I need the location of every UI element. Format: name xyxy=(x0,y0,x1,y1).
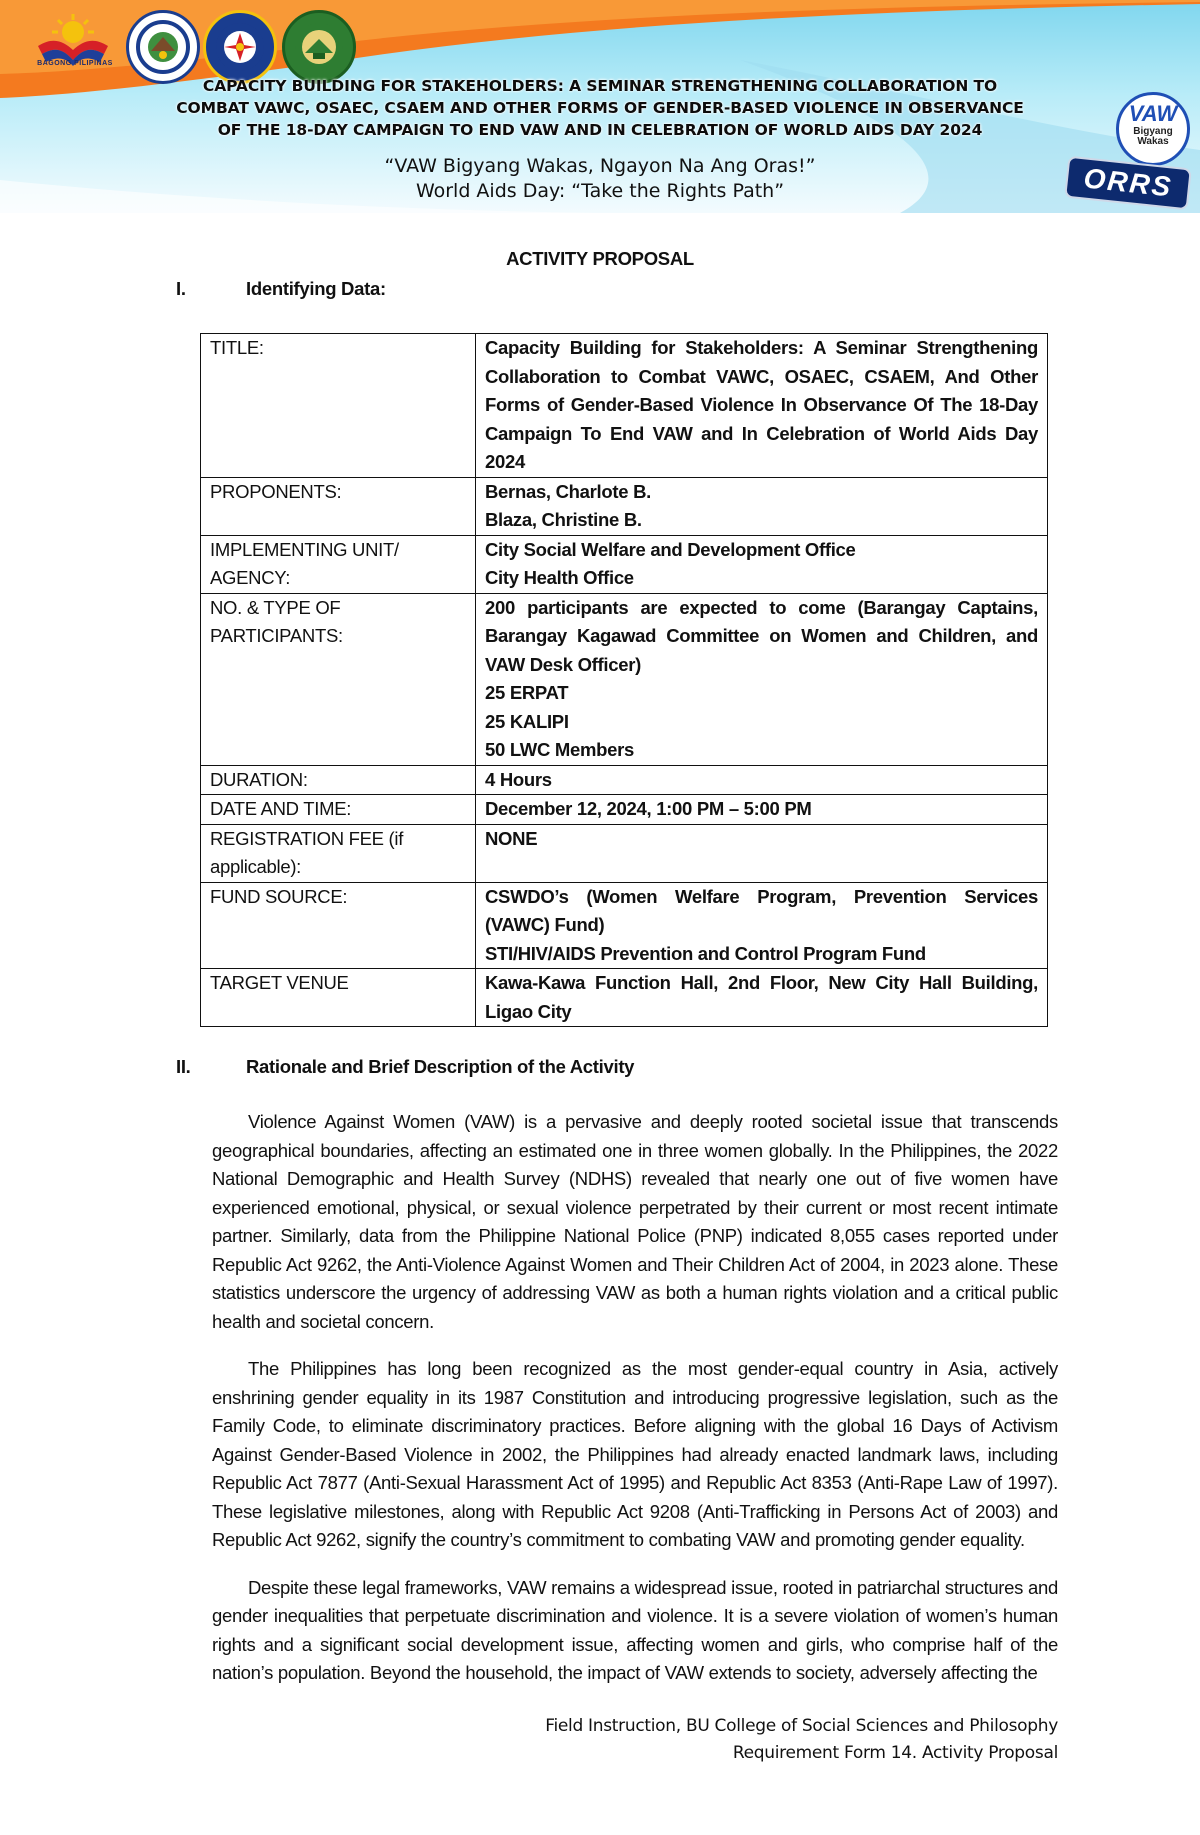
table-row xyxy=(201,824,1048,882)
table-row xyxy=(201,795,1048,825)
table-row xyxy=(201,477,1048,535)
value-line: 25 KALIPI xyxy=(485,710,569,732)
value-line: 4 Hours xyxy=(485,768,552,790)
headline-line: CAPACITY BUILDING FOR STAKEHOLDERS: A SEMINAR STRENGTHENING COLLABORATION TO xyxy=(202,77,998,95)
city-seal-logo xyxy=(126,10,200,84)
row-label: FUND SOURCE: xyxy=(201,882,476,969)
identifying-data-table xyxy=(200,333,1048,1027)
section-title: Rationale and Brief Description of the Activity xyxy=(246,1056,635,1077)
table-row xyxy=(201,593,1048,765)
section-number: I. xyxy=(176,278,186,299)
row-value xyxy=(476,824,1048,882)
value-line: Blaza, Christine B. xyxy=(485,509,642,530)
row-value xyxy=(476,593,1048,765)
row-value xyxy=(476,795,1048,825)
campaign-slogan: “VAW Bigyang Wakas, Ngayon Na Ang Oras!” xyxy=(384,155,816,177)
footer-line: Field Instruction, BU College of Social Sciences and Philosophy xyxy=(545,1716,1058,1736)
row-label: DATE AND TIME: xyxy=(201,795,476,825)
table-row xyxy=(201,535,1048,593)
table-row xyxy=(201,882,1048,969)
paragraph: Despite these legal frameworks, VAW remains a widespread issue, rooted in patriarchal structures and gender inequalities that perpetuate discrimination and violence. It is a severe violation of women’s human rights and a significant social development issue, affecting women and girls, who comprise half of the nation’s population. Beyond the household, the impact of VAW extends to society, adversely affecting the xyxy=(212,1576,1058,1683)
row-value xyxy=(476,765,1048,795)
paragraph: Violence Against Women (VAW) is a pervasive and deeply rooted societal issue that transcends geographical boundaries, affecting an estimated one in three women globally. In the Philippines, the 2022 National Demographic and Health Survey (NDHS) revealed that nearly one out of five women have experienced emotional, physical, or sexual violence perpetrated by their current or most recent intimate partner. Similarly, data from the Philippine National Police (PNP) indicated 8,055 cases reported under Republic Act 9262, the Anti-Violence Against Women and Their Children Act of 2004, in 2023 alone. These statistics underscore the urgency of addressing VAW as both a human rights violation and a critical public health and societal concern. xyxy=(212,1111,1058,1332)
row-value xyxy=(476,334,1048,478)
row-label: TARGET VENUE xyxy=(201,969,476,1027)
paragraph: The Philippines has long been recognized as the most gender-equal country in Asia, actively enshrining gender equality in its 1987 Constitution and introducing progressive legislation, such as the Family Code, to eliminate discriminatory practices. Before aligning with the global 16 Days of Activism Against Gender-Based Violence in 2002, the Philippines had already enacted landmark laws, including Republic Act 7877 (Anti-Sexual Harassment Act of 1995) and Republic Act 8353 (Anti-Rape Law of 1997). These legislative milestones, along with Republic Act 9208 (Anti-Trafficking in Persons Act of 2003) and Republic Act 9262, signify the country’s commitment to combating VAW and promoting gender equality. xyxy=(212,1358,1058,1550)
page-title: ACTIVITY PROPOSAL xyxy=(506,248,694,269)
section-number: II. xyxy=(176,1056,191,1077)
footer-line: Requirement Form 14. Activity Proposal xyxy=(732,1743,1058,1763)
value-line: Bernas, Charlote B. xyxy=(485,480,651,502)
table-row xyxy=(201,334,1048,478)
vaw-badge-subtitle: Bigyang Wakas xyxy=(1133,126,1173,147)
value-line: CSWDO’s (Women Welfare Program, Prevention Services (VAWC) Fund) xyxy=(485,885,1038,935)
vaw-badge-title: VAW xyxy=(1128,101,1178,126)
row-label: IMPLEMENTING UNIT/ AGENCY: xyxy=(201,535,476,593)
bagong-pilipinas-label: BAGONG PILIPINAS xyxy=(37,60,113,67)
headline-line: COMBAT VAWC, OSAEC, CSAEM AND OTHER FORMS OF GENDER-BASED VIOLENCE IN OBSERVANCE xyxy=(176,99,1024,117)
row-value xyxy=(476,969,1048,1027)
value-line: NONE xyxy=(485,827,538,849)
row-value xyxy=(476,535,1048,593)
value-line: 50 LWC Members xyxy=(485,739,634,760)
table-row xyxy=(201,765,1048,795)
value-line: City Social Welfare and Development Office xyxy=(485,538,856,560)
value-line: City Health Office xyxy=(485,567,634,588)
banner-headline xyxy=(60,75,1140,141)
world-aids-day-slogan: World Aids Day: “Take the Rights Path” xyxy=(415,180,785,202)
section-title: Identifying Data: xyxy=(246,278,386,299)
value-line: 25 ERPAT xyxy=(485,682,569,703)
table-row xyxy=(201,969,1048,1027)
headline-line: OF THE 18-DAY CAMPAIGN TO END VAW AND IN CELEBRATION OF WORLD AIDS DAY 2024 xyxy=(217,121,983,139)
value-line: STI/HIV/AIDS Prevention and Control Program Fund xyxy=(485,942,926,964)
vaw-circle xyxy=(1116,92,1190,166)
orrs-badge: ORRS xyxy=(1064,156,1192,211)
row-label: NO. & TYPE OF PARTICIPANTS: xyxy=(201,593,476,765)
row-value xyxy=(476,882,1048,969)
value-line: December 12, 2024, 1:00 PM – 5:00 PM xyxy=(485,798,812,819)
value-line: Kawa-Kawa Function Hall, 2nd Floor, New City Hall Building, Ligao City xyxy=(485,972,1038,1022)
university-seal-logo xyxy=(282,10,356,84)
rationale-body xyxy=(212,1108,1058,1707)
agency-seal-logo xyxy=(203,10,277,84)
row-value xyxy=(476,477,1048,535)
value-line: 200 participants are expected to come (Barangay Captains, Barangay Kagawad Committee on Women and Children, and VAW Desk Officer) xyxy=(485,596,1038,675)
row-label: DURATION: xyxy=(201,765,476,795)
header-banner xyxy=(0,0,1200,213)
value-line: Capacity Building for Stakeholders: A Seminar Strengthening Collaboration to Combat VAWC, OSAEC, CSAEM, And Other Forms of Gender-Based Violence In Observance Of The 18-Day Campaign To End VAW and In Celebration of World Aids Day 2024 xyxy=(485,337,1038,472)
row-label: REGISTRATION FEE (if applicable): xyxy=(201,824,476,882)
row-label: TITLE: xyxy=(201,334,476,478)
vaw-campaign-badge xyxy=(1060,88,1190,208)
row-label: PROPONENTS: xyxy=(201,477,476,535)
